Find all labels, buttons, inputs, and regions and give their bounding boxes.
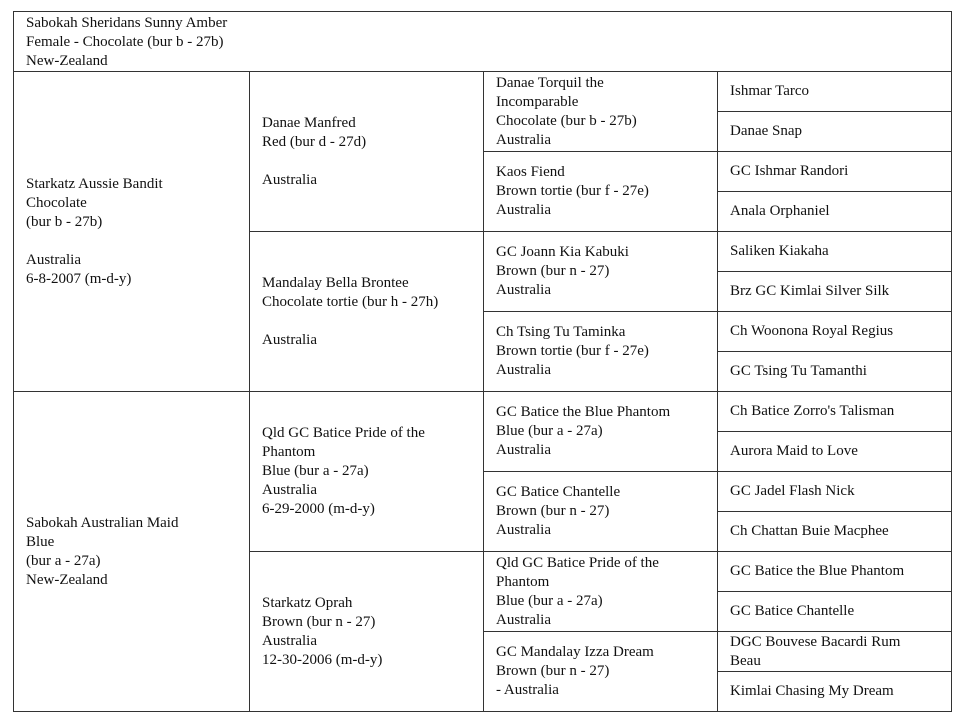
ancestor-gen3-cell: GC Joann Kia Kabuki Brown (bur n - 27) Australia bbox=[484, 232, 718, 312]
ancestor-gen4-cell: Brz GC Kimlai Silver Silk bbox=[718, 272, 952, 312]
ancestor-gen4-cell: Saliken Kiakaha bbox=[718, 232, 952, 272]
subject-country: New-Zealand bbox=[26, 53, 108, 69]
ancestor-gen4-cell: Ch Chattan Buie Macphee bbox=[718, 512, 952, 552]
ancestor-gen4-cell: GC Batice the Blue Phantom bbox=[718, 552, 952, 592]
ancestor-gen4-cell: Ch Woonona Royal Regius bbox=[718, 312, 952, 352]
ancestor-gen3-cell: Qld GC Batice Pride of the Phantom Blue (bur a - 27a) Australia bbox=[484, 552, 718, 632]
ancestor-gen3-cell: Ch Tsing Tu Taminka Brown tortie (bur f - 27e) Australia bbox=[484, 312, 718, 392]
ancestor-gen3-cell: GC Mandalay Izza Dream Brown (bur n - 27) - Australia bbox=[484, 632, 718, 712]
ancestor-gen4-cell: GC Ishmar Randori bbox=[718, 152, 952, 192]
subject-cell bbox=[14, 12, 952, 72]
ancestor-gen4-cell: GC Jadel Flash Nick bbox=[718, 472, 952, 512]
pedigree-table bbox=[13, 11, 952, 712]
dam-cell: Sabokah Australian Maid Blue (bur a - 27a) New-Zealand bbox=[14, 392, 250, 712]
ancestor-gen3-cell: GC Batice Chantelle Brown (bur n - 27) Australia bbox=[484, 472, 718, 552]
ancestor-gen4-cell: Anala Orphaniel bbox=[718, 192, 952, 232]
ancestor-gen4-cell: Kimlai Chasing My Dream bbox=[718, 672, 952, 712]
ancestor-gen3-cell: Danae Torquil the Incomparable Chocolate (bur b - 27b) Australia bbox=[484, 72, 718, 152]
sire-cell: Starkatz Aussie Bandit Chocolate (bur b - 27b) Australia 6-8-2007 (m-d-y) bbox=[14, 72, 250, 392]
subject-name: Sabokah Sheridans Sunny Amber bbox=[26, 15, 228, 31]
sire-sire-cell: Danae Manfred Red (bur d - 27d) Australia bbox=[250, 72, 484, 232]
ancestor-gen4-cell: Danae Snap bbox=[718, 112, 952, 152]
dam-sire-cell: Qld GC Batice Pride of the Phantom Blue (bur a - 27a) Australia 6-29-2000 (m-d-y) bbox=[250, 392, 484, 552]
ancestor-gen3-cell: GC Batice the Blue Phantom Blue (bur a - 27a) Australia bbox=[484, 392, 718, 472]
sire-dam-cell: Mandalay Bella Brontee Chocolate tortie (bur h - 27h) Australia bbox=[250, 232, 484, 392]
dam-dam-cell: Starkatz Oprah Brown (bur n - 27) Australia 12-30-2006 (m-d-y) bbox=[250, 552, 484, 712]
ancestor-gen4-cell: DGC Bouvese Bacardi Rum Beau bbox=[718, 632, 952, 672]
ancestor-gen4-cell: GC Batice Chantelle bbox=[718, 592, 952, 632]
ancestor-gen3-cell: Kaos Fiend Brown tortie (bur f - 27e) Australia bbox=[484, 152, 718, 232]
ancestor-gen4-cell: Ishmar Tarco bbox=[718, 72, 952, 112]
ancestor-gen4-cell: GC Tsing Tu Tamanthi bbox=[718, 352, 952, 392]
ancestor-gen4-cell: Aurora Maid to Love bbox=[718, 432, 952, 472]
subject-description: Female - Chocolate (bur b - 27b) bbox=[26, 34, 224, 50]
ancestor-gen4-cell: Ch Batice Zorro's Talisman bbox=[718, 392, 952, 432]
